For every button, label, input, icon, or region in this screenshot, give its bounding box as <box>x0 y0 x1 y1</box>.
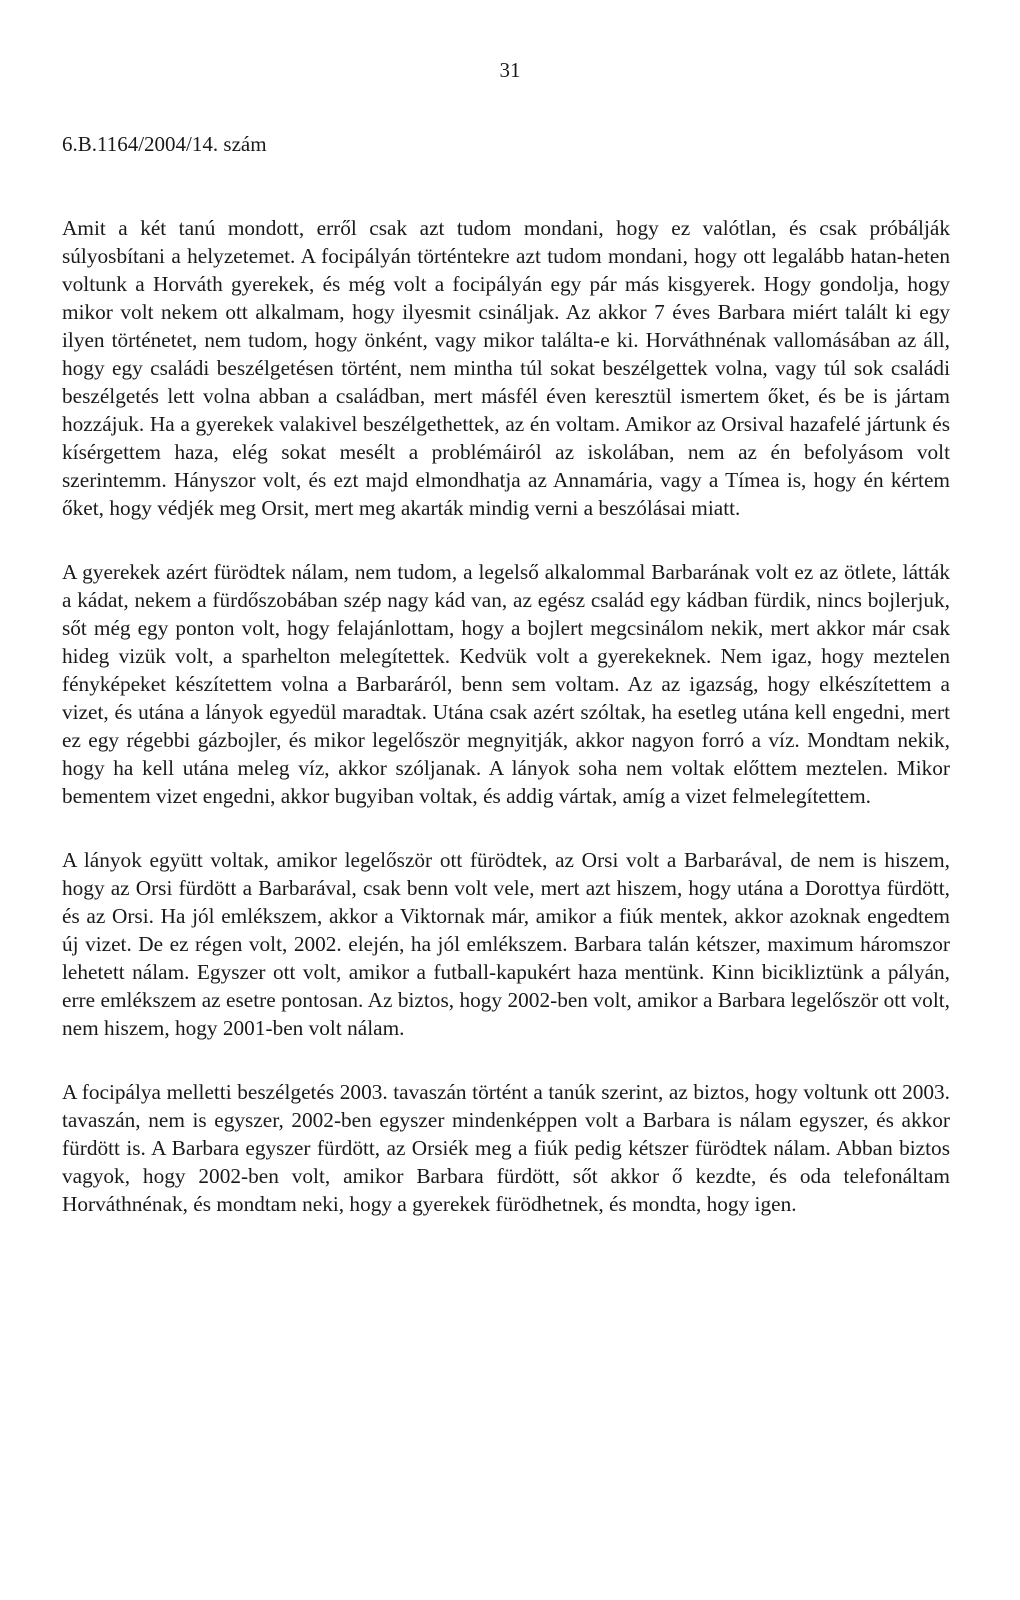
case-number: 6.B.1164/2004/14. szám <box>62 132 267 156</box>
document-body <box>62 214 950 1254</box>
paragraph-witnesses: Amit a két tanú mondott, erről csak azt tudom mondani, hogy ez valótlan, és csak próbálják súlyosbítani a helyzetemet. A focipályán történtekre azt tudom mondani, hogy ott legalább hatan-heten voltunk a Horváth gyerekek, és még volt a focipályán egy pár más kisgyerek. Hogy gondolja, hogy mikor volt nekem ott alkalmam, hogy ilyesmit csináljak. Az akkor 7 éves Barbara miért talált ki egy ilyen történetet, nem tudom, hogy önként, vagy mikor találta-e ki. Horváthnénak vallomásában az áll, hogy egy családi beszélgetésen történt, nem mintha túl sokat beszélgettek volna, vagy túl sok családi beszélgetés lett volna abban a családban, mert másfél éven keresztül ismertem őket, és be is jártam hozzájuk. Ha a gyerekek valakivel beszélgethettek, az én voltam. Amikor az Orsival hazafelé jártunk és kísérgettem haza, elég sokat mesélt a problémáiról az iskolában, nem az én befolyásom volt szerintemm. Hányszor volt, és ezt majd elmondhatja az Annamária, vagy a Tímea is, hogy én kértem őket, hogy védjék meg Orsit, mert meg akarták mindig verni a beszólásai miatt. <box>62 216 950 520</box>
paragraph-bathing: A gyerekek azért fürödtek nálam, nem tudom, a legelső alkalommal Barbarának volt ez az ötlete, látták a kádat, nekem a fürdőszobában szép nagy kád van, az egész család egy kádban fürdik, nincs bojlerjuk, sőt még egy ponton volt, hogy felajánlottam, hogy a bojlert megcsinálom nekik, mert akkor már csak hideg vizük volt, a sparhelton melegítettek. Kedvük volt a gyerekeknek. Nem igaz, hogy meztelen fényképeket készítettem volna a Barbaráról, benn sem voltam. Az az igazság, hogy elkészítettem a vizet, és utána a lányok egyedül maradtak. Utána csak azért szóltak, ha esetleg utána kell engedni, mert ez egy régebbi gázbojler, és mikor legelőször megnyitják, akkor nagyon forró a víz. Mondtam nekik, hogy ha kell utána meleg víz, akkor szóljanak. A lányok soha nem voltak előttem meztelen. Mikor bementem vizet engedni, akkor bugyiban voltak, és addig vártak, amíg a vizet felmelegítettem. <box>62 560 950 808</box>
paragraph-girls: A lányok együtt voltak, amikor legelőször ott fürödtek, az Orsi volt a Barbarával, de nem is hiszem, hogy az Orsi fürdött a Barbarával, csak benn volt vele, mert azt hiszem, hogy utána a Dorottya fürdött, és az Orsi. Ha jól emlékszem, akkor a Viktornak már, amikor a fiúk mentek, akkor azoknak engedtem új vizet. De ez régen volt, 2002. elején, ha jól emlékszem. Barbara talán kétszer, maximum háromszor lehetett nálam. Egyszer ott volt, amikor a futball-kapukért haza mentünk. Kinn bicikliztünk a pályán, erre emlékszem az esetre pontosan. Az biztos, hogy 2002-ben volt, amikor a Barbara legelőször ott volt, nem hiszem, hogy 2001-ben volt nálam. <box>62 848 950 1040</box>
paragraph-football-field: A focipálya melletti beszélgetés 2003. tavaszán történt a tanúk szerint, az biztos, hogy voltunk ott 2003. tavaszán, nem is egyszer, 2002-ben egyszer mindenképpen volt a Barbara is nálam egyszer, és akkor fürdött is. A Barbara egyszer fürdött, az Orsiék meg a fiúk pedig kétszer fürödtek nálam. Abban biztos vagyok, hogy 2002-ben volt, amikor Barbara fürdött, sőt akkor ő kezdte, és oda telefonáltam Horváthnénak, és mondtam neki, hogy a gyerekek fürödhetnek, és mondta, hogy igen. <box>62 1080 950 1216</box>
page-number: 31 <box>499 58 521 82</box>
